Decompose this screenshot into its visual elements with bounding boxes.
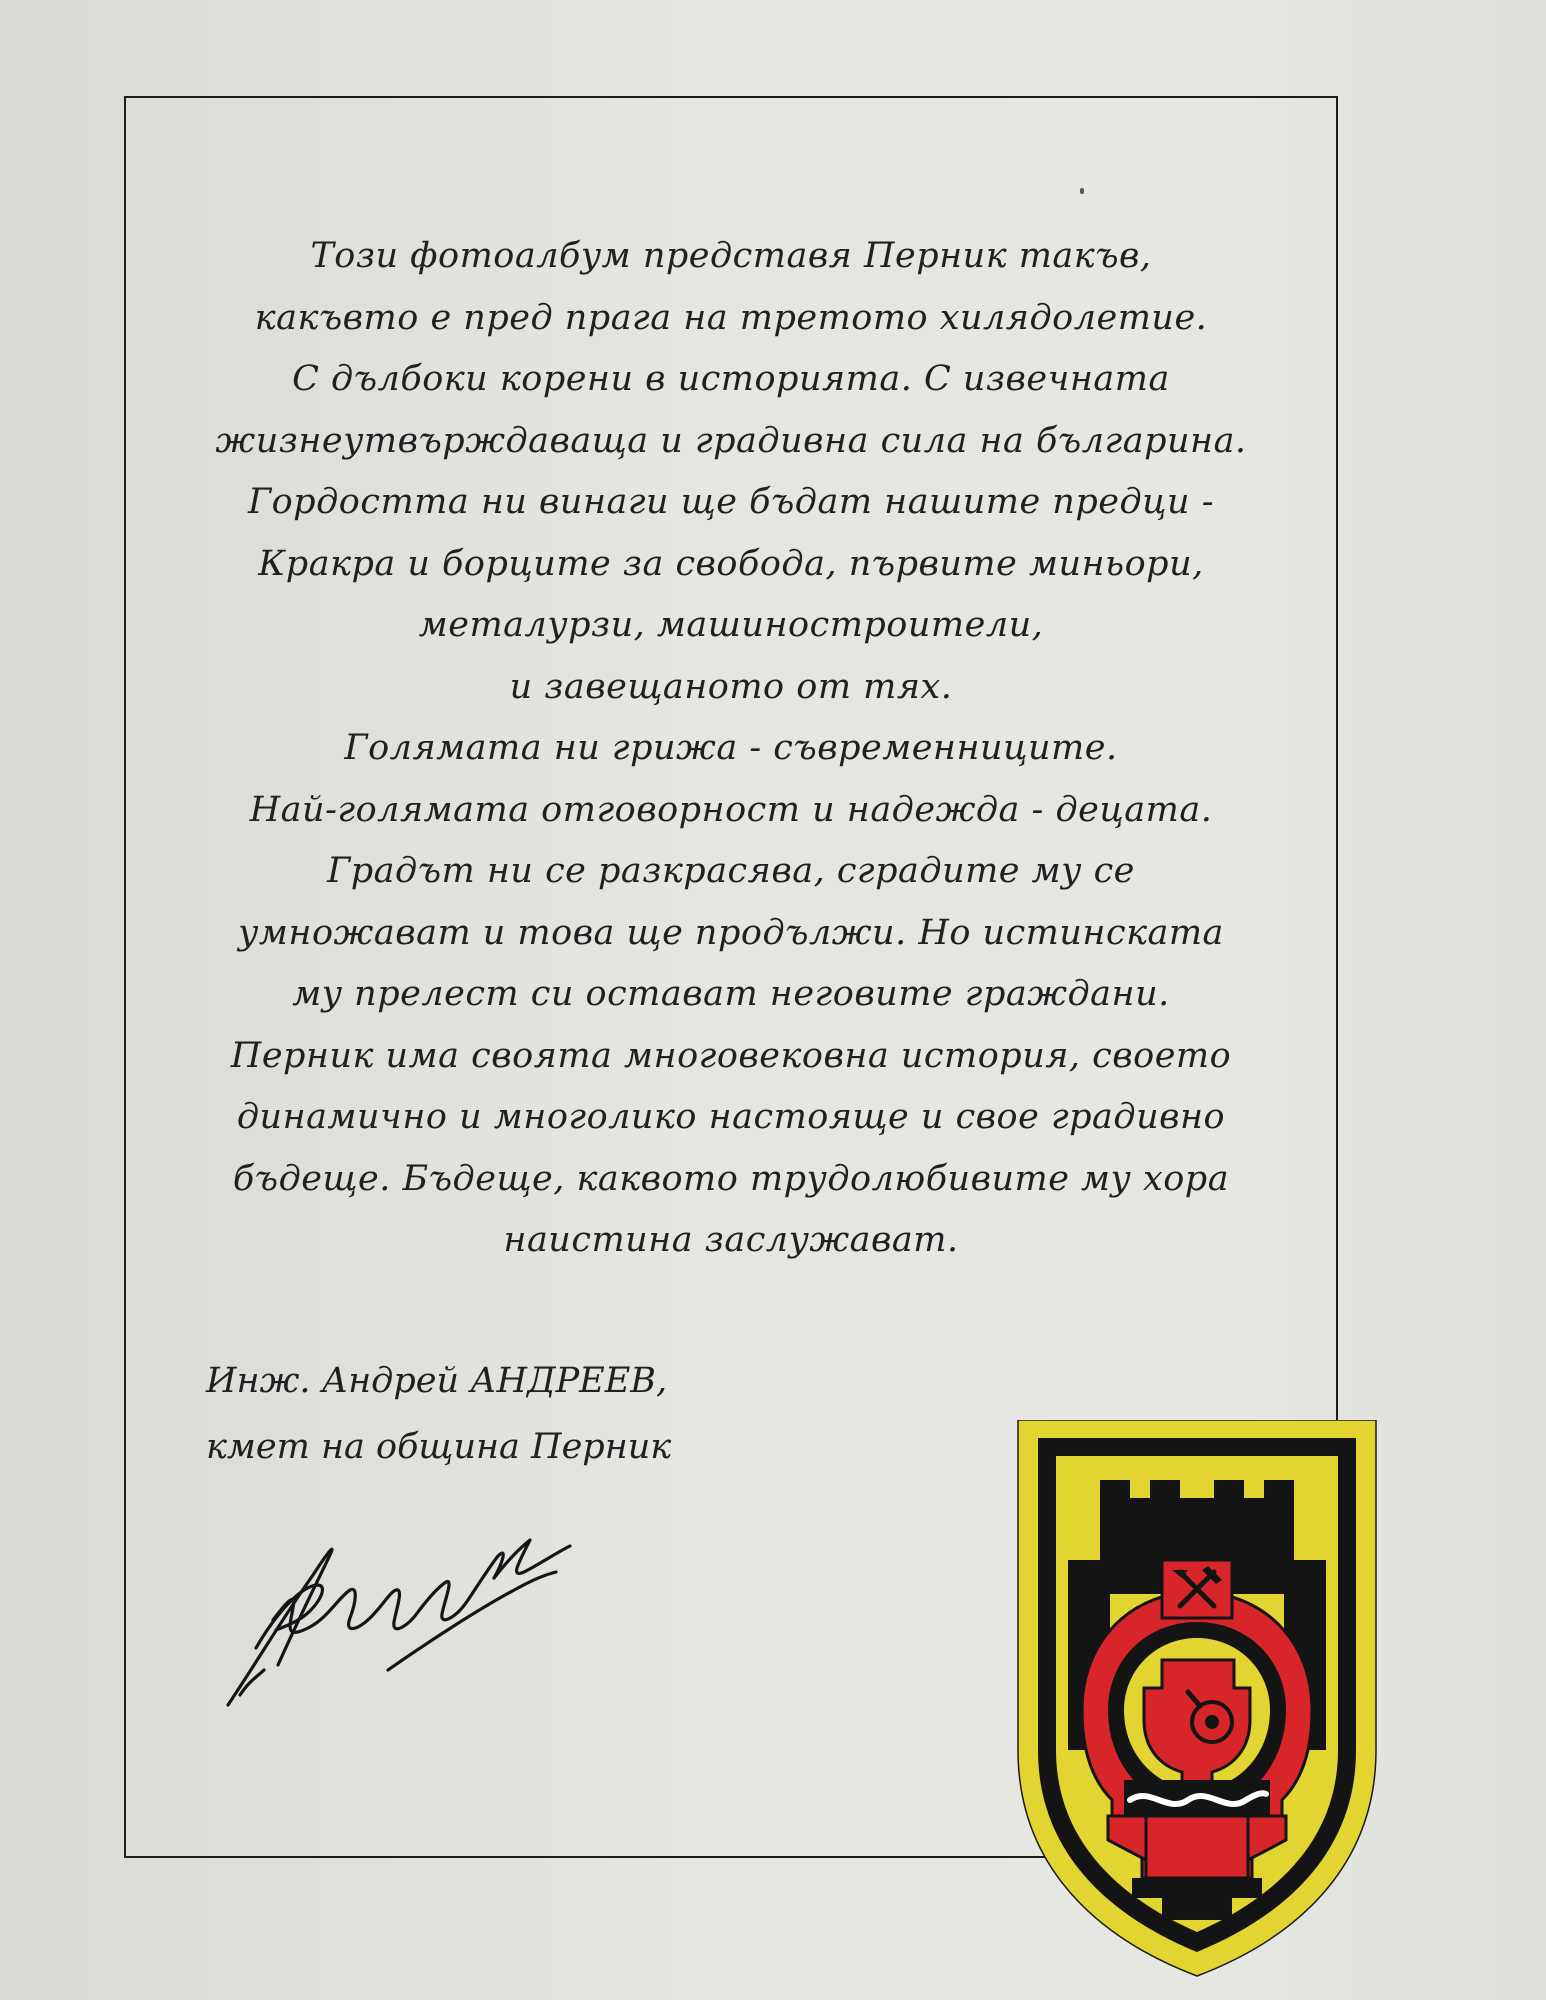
letter-line: и завещаното от тях.: [509, 666, 953, 707]
letter-line: бъдеще. Бъдеще, каквото трудолюбивите му хора: [232, 1158, 1230, 1199]
signature-icon: [218, 1480, 578, 1720]
letter-line: Този фотоалбум представя Перник такъв,: [310, 236, 1152, 276]
author-name: Инж. Андрей АНДРЕЕВ,: [206, 1361, 668, 1401]
letter-line: Кракра и борците за свобода, първите миньори,: [258, 543, 1204, 584]
letter-line: С дълбоки корени в историята. С извечната: [292, 359, 1170, 399]
letter-line: Перник има своята многовековна история, своето: [230, 1035, 1232, 1076]
letter-line: динамично и многолико настояще и свое градивно: [236, 1097, 1226, 1137]
letter-line: умножават и това ще продължи. Но истинската: [238, 912, 1224, 953]
author-title: кмет на община Перник: [206, 1427, 672, 1467]
letter-line: Градът ни се разкрасява, сградите му се: [327, 851, 1135, 891]
letter-line: Голямата ни грижа - съвременниците.: [344, 728, 1118, 768]
letter-line: Гордостта ни винаги ще бъдат нашите предци -: [247, 482, 1215, 522]
dedication-text: [124, 226, 1338, 1272]
letter-line: Най-голямата отговорност и надежда - децата.: [249, 789, 1213, 830]
paper-speck: [1080, 188, 1084, 194]
letter-line: наистина заслужават.: [503, 1220, 959, 1260]
coat-of-arms-icon: [1012, 1420, 1382, 1978]
letter-line: му прелест си остават неговите граждани.: [292, 974, 1170, 1014]
letter-line: металурзи, машиностроители,: [418, 605, 1044, 645]
author-signoff: [206, 1348, 671, 1480]
letter-line: какъвто е пред прага на третото хилядолетие.: [254, 297, 1208, 338]
letter-line: жизнеутвърждаваща и градивна сила на българина.: [215, 420, 1247, 461]
